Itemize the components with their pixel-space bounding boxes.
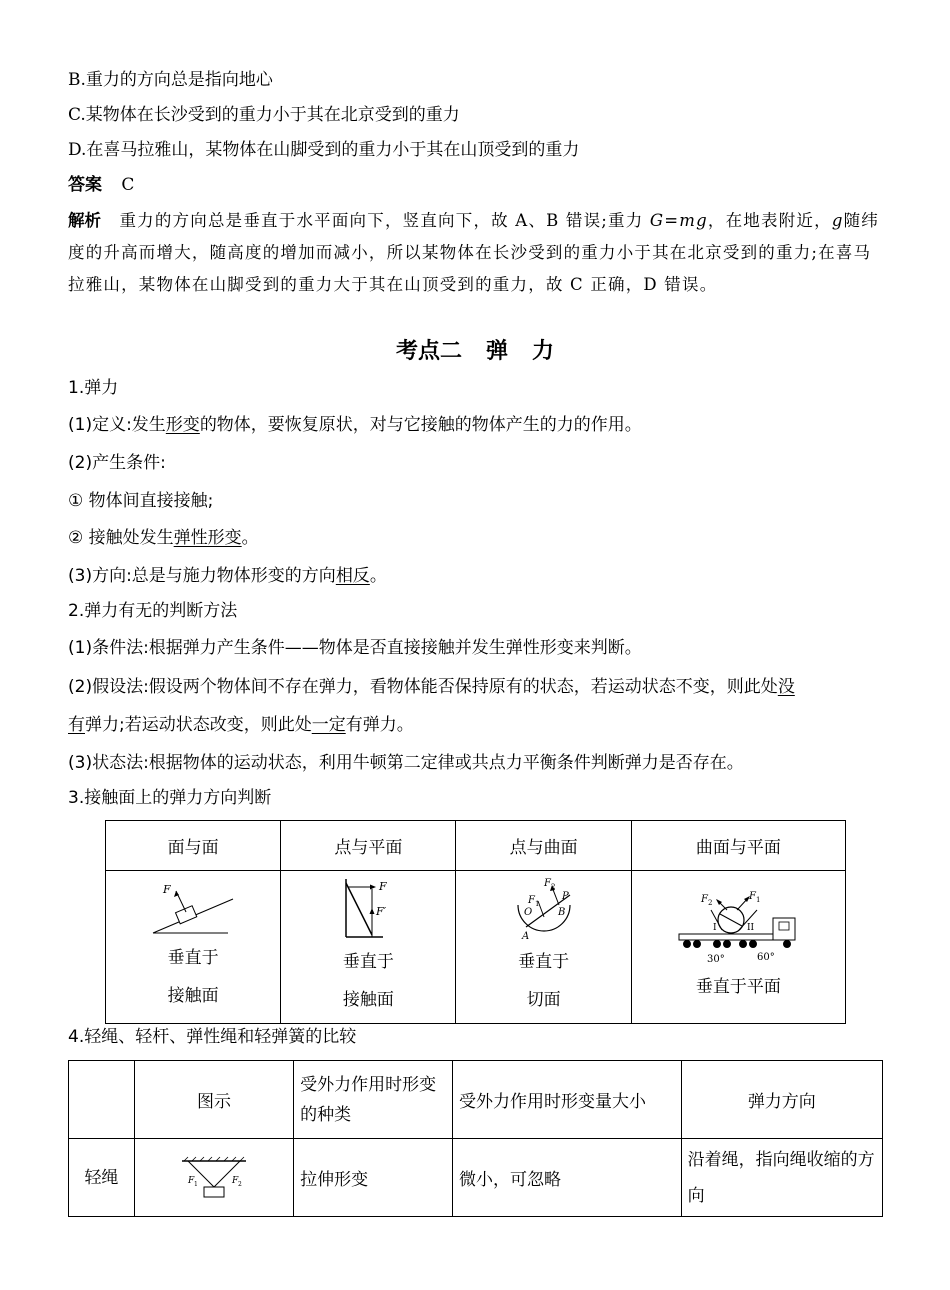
- s2-method-2-line1: [68, 675, 795, 699]
- label-ii: II: [747, 923, 755, 933]
- header-point-plane: 点与平面: [281, 821, 456, 871]
- s1-dir-b: 。: [369, 566, 387, 586]
- table-row: [69, 1139, 883, 1217]
- caption-3-line2: 切面: [526, 990, 561, 1010]
- header-deformation-amount: 受外力作用时形变量大小: [452, 1061, 681, 1139]
- s1-direction: [68, 564, 387, 588]
- caption-3-line1: 垂直于: [518, 952, 570, 972]
- contact-direction-table: [105, 820, 846, 1024]
- section-title-part2: 弹: [485, 339, 508, 364]
- label-b: B: [557, 907, 565, 918]
- label-30-deg: 30°: [707, 954, 726, 965]
- label-a: A: [521, 931, 529, 942]
- row-light-rope-direction: 沿着绳，指向绳收缩的方向: [681, 1139, 882, 1217]
- row-light-rope-type: 拉伸形变: [294, 1139, 453, 1217]
- table-header-row: [106, 821, 846, 871]
- rope-rod-spring-table: [68, 1060, 883, 1217]
- label-f1-sub: 1: [534, 900, 540, 908]
- section-title-part1: 考点二: [395, 339, 462, 364]
- caption-1-line2: 接触面: [167, 986, 219, 1006]
- section-title: [0, 334, 950, 365]
- label-f1-sub: 1: [193, 1180, 198, 1188]
- answer-label: 答案: [68, 175, 102, 195]
- s2-m2-c: 有弹力。: [345, 715, 414, 735]
- analysis-text-2: ，在地表附近，: [707, 211, 832, 230]
- label-f2: F: [543, 878, 551, 889]
- label-p: P: [561, 891, 569, 902]
- label-f: F: [379, 880, 388, 893]
- label-o: O: [523, 907, 532, 918]
- row-light-rope-name: 轻绳: [69, 1139, 135, 1217]
- section-title-part3: 力: [532, 339, 555, 364]
- s1-def-underline: 形变: [165, 415, 200, 435]
- cell-point-curve: [456, 871, 631, 1024]
- answer-line: [68, 173, 134, 197]
- header-diagram: 图示: [134, 1061, 293, 1139]
- label-f1: F: [187, 1175, 195, 1186]
- header-empty: [69, 1061, 135, 1139]
- answer-value: C: [121, 175, 135, 195]
- cell-surface-surface: [106, 871, 281, 1024]
- label-f2-sub: 2: [237, 1180, 242, 1188]
- s1-condition-2: [68, 526, 259, 550]
- s2-m2-underline-2: 有: [68, 715, 85, 735]
- header-point-curve: 点与曲面: [456, 821, 631, 871]
- option-d: D.在喜马拉雅山，某物体在山脚受到的重力小于其在山顶受到的重力: [68, 140, 580, 160]
- table-row: [106, 871, 846, 1024]
- label-f-prime: F′: [376, 905, 387, 918]
- row-light-rope-diagram: [134, 1139, 293, 1217]
- cell-point-plane: [281, 871, 456, 1024]
- s1-def-a: (1)定义:发生: [68, 415, 166, 435]
- cell-curve-plane: [631, 871, 845, 1024]
- s2-method-3: (3)状态法:根据物体的运动状态，利用牛顿第二定律或共点力平衡条件判断弹力是否存在。: [68, 753, 744, 773]
- caption-2-line1: 垂直于: [342, 952, 394, 972]
- caption-2-line2: 接触面: [342, 990, 394, 1010]
- rod-on-wall-figure: [328, 875, 408, 943]
- s2-m2-underline-1: 没: [777, 677, 795, 697]
- label-i: I: [713, 923, 717, 933]
- caption-1-line1: 垂直于: [167, 948, 219, 968]
- s1-dir-underline: 相反: [335, 566, 370, 586]
- option-c: C.某物体在长沙受到的重力小于其在北京受到的重力: [68, 105, 460, 125]
- label-f1-sub: 1: [756, 896, 761, 904]
- analysis-g: g: [831, 211, 844, 230]
- analysis-formula: G=mg: [649, 211, 708, 230]
- analysis-text-3: 随纬度的升高而增大，随高度的增加而减小，所以某物体在长沙受到的重力小于其在北京受到的重力;在喜马拉雅山，某物体在山脚受到的重力大于其在山顶受到的重力，故 C 正确，D 错误。: [68, 211, 879, 294]
- label-f1: F: [749, 891, 757, 902]
- s2-title: 2.弹力有无的判断方法: [68, 601, 238, 621]
- label-60-deg: 60°: [757, 952, 776, 963]
- label-f1: F: [527, 895, 535, 906]
- s1-def-b: 的物体，要恢复原状，对与它接触的物体产生的力的作用。: [199, 415, 642, 435]
- rod-in-bowl-figure: [504, 875, 584, 943]
- s2-method-1: (1)条件法:根据弹力产生条件——物体是否直接接触并发生弹性形变来判断。: [68, 638, 642, 658]
- analysis-paragraph: [68, 205, 882, 301]
- header-deformation-type: 受外力作用时形变的种类: [294, 1061, 453, 1139]
- s1-definition: [68, 413, 642, 437]
- s1-c2-b: 。: [241, 528, 259, 548]
- label-f: F: [163, 883, 171, 896]
- s1-condition-title: (2)产生条件:: [68, 453, 166, 473]
- header-force-direction: 弹力方向: [681, 1061, 882, 1139]
- s2-m2-b: 弹力;若运动状态改变，则此处: [85, 715, 312, 735]
- block-on-incline-figure: [148, 879, 238, 939]
- caption-4: 垂直于平面: [695, 977, 781, 997]
- s4-title: 4.轻绳、轻杆、弹性绳和轻弹簧的比较: [68, 1027, 357, 1047]
- s1-c2-a: ② 接触处发生: [68, 528, 174, 548]
- option-b: B.重力的方向总是指向地心: [68, 70, 273, 90]
- header-curve-plane: 曲面与平面: [631, 821, 845, 871]
- truck-cylinder-figure: [673, 888, 803, 968]
- s1-c2-underline: 弹性形变: [173, 528, 242, 548]
- s2-m2-a: (2)假设法:假设两个物体间不存在弹力，看物体能否保持原有的状态，若运动状态不变，则此处: [68, 677, 778, 697]
- s2-method-2-line2: [68, 713, 414, 737]
- label-f2: F: [701, 894, 709, 905]
- analysis-label: 解析: [68, 211, 101, 230]
- s3-title: 3.接触面上的弹力方向判断: [68, 788, 272, 808]
- s1-condition-1: ① 物体间直接接触;: [68, 491, 214, 511]
- table-header-row: [69, 1061, 883, 1139]
- header-surface-surface: 面与面: [106, 821, 281, 871]
- rope-hanging-figure: [174, 1155, 254, 1201]
- s1-title: 1.弹力: [68, 378, 119, 398]
- s1-dir-a: (3)方向:总是与施力物体形变的方向: [68, 566, 336, 586]
- label-f2-sub: 2: [708, 899, 713, 907]
- analysis-text-1: 重力的方向总是垂直于水平面向下，竖直向下，故 A、B 错误;重力: [119, 211, 650, 230]
- s2-m2-underline-3: 一定: [311, 715, 346, 735]
- row-light-rope-amount: 微小，可忽略: [452, 1139, 681, 1217]
- label-f2-sub: 2: [550, 883, 556, 891]
- label-f2: F: [231, 1175, 239, 1186]
